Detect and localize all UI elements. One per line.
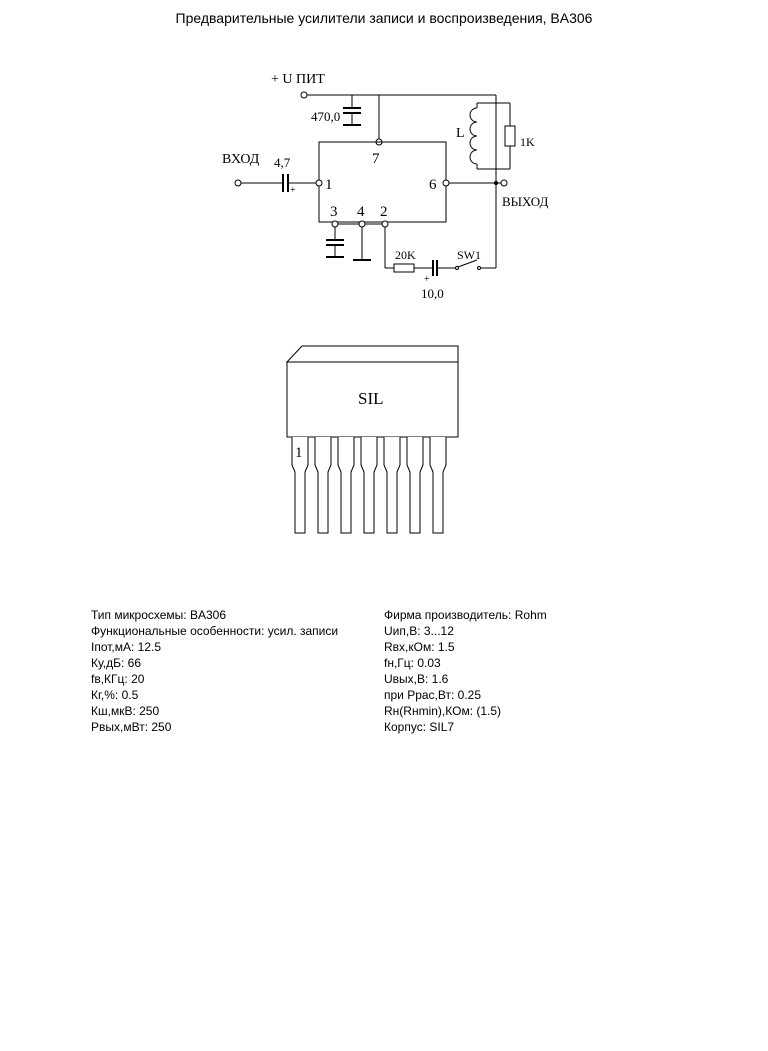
package-pins (292, 437, 446, 533)
spec-load-resistance: Rн(Rнmin),КОм: (1.5) (384, 704, 502, 718)
cap-feedback-plus: + (424, 274, 430, 285)
spec-manufacturer: Фирма производитель: Rohm (384, 608, 547, 622)
supply-label: + U ПИТ (271, 72, 325, 87)
page-title: Предварительные усилители записи и воспроизведения, BA306 (175, 10, 593, 26)
output-label: ВЫХОД (502, 194, 549, 209)
input-terminal (235, 180, 241, 186)
spec-lower-freq: fн,Гц: 0.03 (384, 656, 441, 670)
cap-input-label: 4,7 (274, 155, 291, 170)
pin-4-label: 4 (357, 204, 365, 220)
output-terminal (501, 180, 507, 186)
spec-chip-type: Тип микросхемы: BA306 (91, 608, 226, 622)
cap-470-label: 470,0 (311, 109, 341, 124)
spec-output-power: Рвых,мВт: 250 (91, 720, 172, 734)
pin-3-label: 3 (330, 204, 338, 220)
input-label: ВХОД (222, 152, 260, 167)
resistor-20k-label: 20K (395, 248, 416, 262)
spec-noise: Кш,мкВ: 250 (91, 704, 160, 718)
spec-output-voltage: Uвых,В: 1.6 (384, 672, 449, 686)
supply-terminal (301, 92, 307, 98)
switch-label: SW1 (457, 248, 481, 262)
resistor-1k-label: 1K (520, 135, 535, 149)
pin-6-label: 6 (429, 177, 437, 193)
spec-upper-freq: fв,КГц: 20 (91, 672, 145, 686)
spec-dissipation: при Ррас,Вт: 0.25 (384, 688, 482, 702)
inductor-label: L (456, 126, 465, 141)
pin-7-label: 7 (372, 151, 380, 167)
spec-features: Функциональные особенности: усил. записи (91, 624, 339, 638)
package-label: SIL (358, 389, 384, 408)
spec-thd: Кг,%: 0.5 (91, 688, 139, 702)
spec-gain: Ку,дБ: 66 (91, 656, 142, 670)
specs-right-column (384, 607, 684, 735)
spec-input-resistance: Rвх,кОм: 1.5 (384, 640, 455, 654)
pin-1-label: 1 (325, 177, 333, 193)
cap-input-plus: + (290, 185, 296, 196)
cap-feedback-label: 10,0 (421, 286, 444, 301)
spec-package: Корпус: SIL7 (384, 720, 455, 734)
spec-supply-voltage: Uип,В: 3...12 (384, 624, 454, 638)
pin-2-label: 2 (380, 204, 388, 220)
package-pin-1-label: 1 (295, 445, 303, 461)
specs-left-column (91, 607, 386, 735)
spec-supply-current: Iпот,мА: 12.5 (91, 640, 162, 654)
